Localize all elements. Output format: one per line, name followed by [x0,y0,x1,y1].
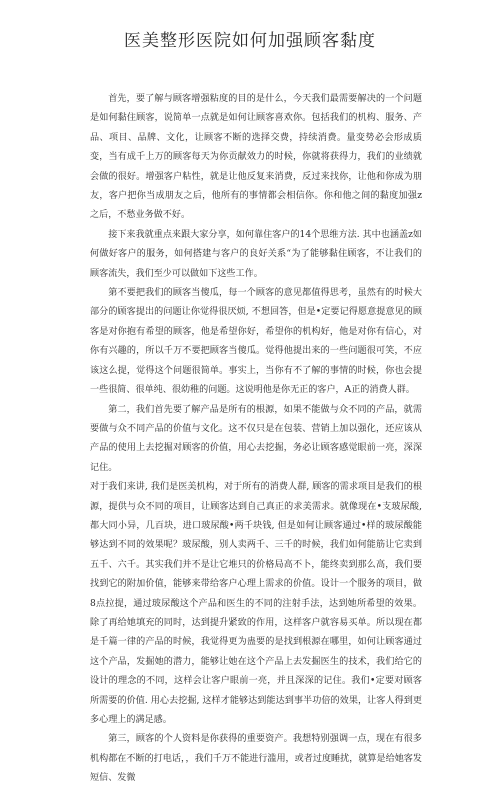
paragraph: 第不要把我们的顾客当傻瓜，每一个顾客的意见都值得思考，虽然有的时候大部分的顾客提出的问题让你觉得很厌烦, 不想回答，但是•定要记得愿意提意见的顾客是对你抱有希望的顾客，他是希望你好，希望你的机构好，他是对你有信心，对你有兴趣的，所以千万不要把顾客当傻瓜。觉得他提出来的一些问题很可笑，不应该这么提，觉得这个问题很简单。事实上，当你有不了解的事情的时候，你也会提一些很简、很单纯、很幼稚的问题。这说明他是你无正的客户，A正的消费人群。 [90,288,422,396]
paragraph: 第三，顾客的个人资料是你获得的重要资产。我想特别强调一点，现在有很多机构都在不断的打电话，，我们千万不能进行滥用，或者过度睡扰，就算是给她客发短信、发微 [90,734,422,784]
document-title: 医美整形医院如何加强顾客黏度 [124,31,376,51]
paragraph: 接下来我就重点来跟大家分享，如何靠住客户的14个思维方法. 其中也涵盖z如何做好客户的服务，如何搭建与客户的良好关系“为了能够黏住顾客，不让我们的顾客流失，我们至少可以做如下这些工作。 [90,229,422,279]
paragraph: 第二，我们首先要了解产品是所有的根源，如果不能做与众不同的产品，就需要做与众不同产品的价值与文化。这不仅只是在包装、营销上加以强化，还应该从产品的使用上去挖掘对顾客的价值，用心去挖掘，务必让顾客感觉眼前一亮，深深记住。 [90,404,422,473]
paragraph: 对于我们来讲, 我们是医美机构，对于所有的消费人群, 顾客的需求项目是我们的根源，提供与众不同的项目，让顾客达到自己真正的求美需求。就像现在•支玻尿酸, 都大同小异，几百块，进口玻尿酸•两千块钱, 但是如何让顾客通过•样的玻尿酸能够达到不同的效果呢？玻尿酸，别人卖两千、三千的时候，我们如何能筋让它卖到五千、六千。其实我们并不是让它堆只的价格局高不卜，能终卖到那么高，我们要找到它的附加价值，能够来带给客户心理上需求的价值。设计一个服务的项目，做8点拉提，通过玻尿酸这个产品和医生的不同的注射手法，达到她所希望的效果。除了再给她填充的同时，达到提升紧致的作用，这样客户就容易买单。所以现在都是千篇一律的产品的时候，我觉得更为蛊要的是找到根源在哪里，如何让顾客通过这个产品，发掘她的潜力，能够让她在这个产品上去发掘医生的技术，我们给它的设计的理念的不同，这样会让客户眼前一亮，并且深深的记住。我们•定要对顾客所需要的价值. 用心去挖掘, 这样才能够达到能达到事半功倍的效果，让客人得到更多心理上的满足感。 [90,482,422,725]
paragraph: 首先，要了解与顾客增强粘度的目的是什么，今天我们最需要解决的一个问题是如何黏住顾客，说简单一点就是如何让顾客喜欢你。包括我们的机构、服务、产品、项目、品牌、文化，让顾客不断的选择交费，持续消费。量变势必会形成质变，当有成千上万的顾客每天为你贡献效力的时候，你就将获得力，我们的业绩就会做的很好。增强客户粘性，就是让他反复来消费，反过来找你，让他和你成为朋友，客户把你当成朋友之后，他所有的事情都会相信你。你和他之间的黏度加强z之后，不愁业务做不好。 [90,94,422,221]
document-body [90,90,422,789]
